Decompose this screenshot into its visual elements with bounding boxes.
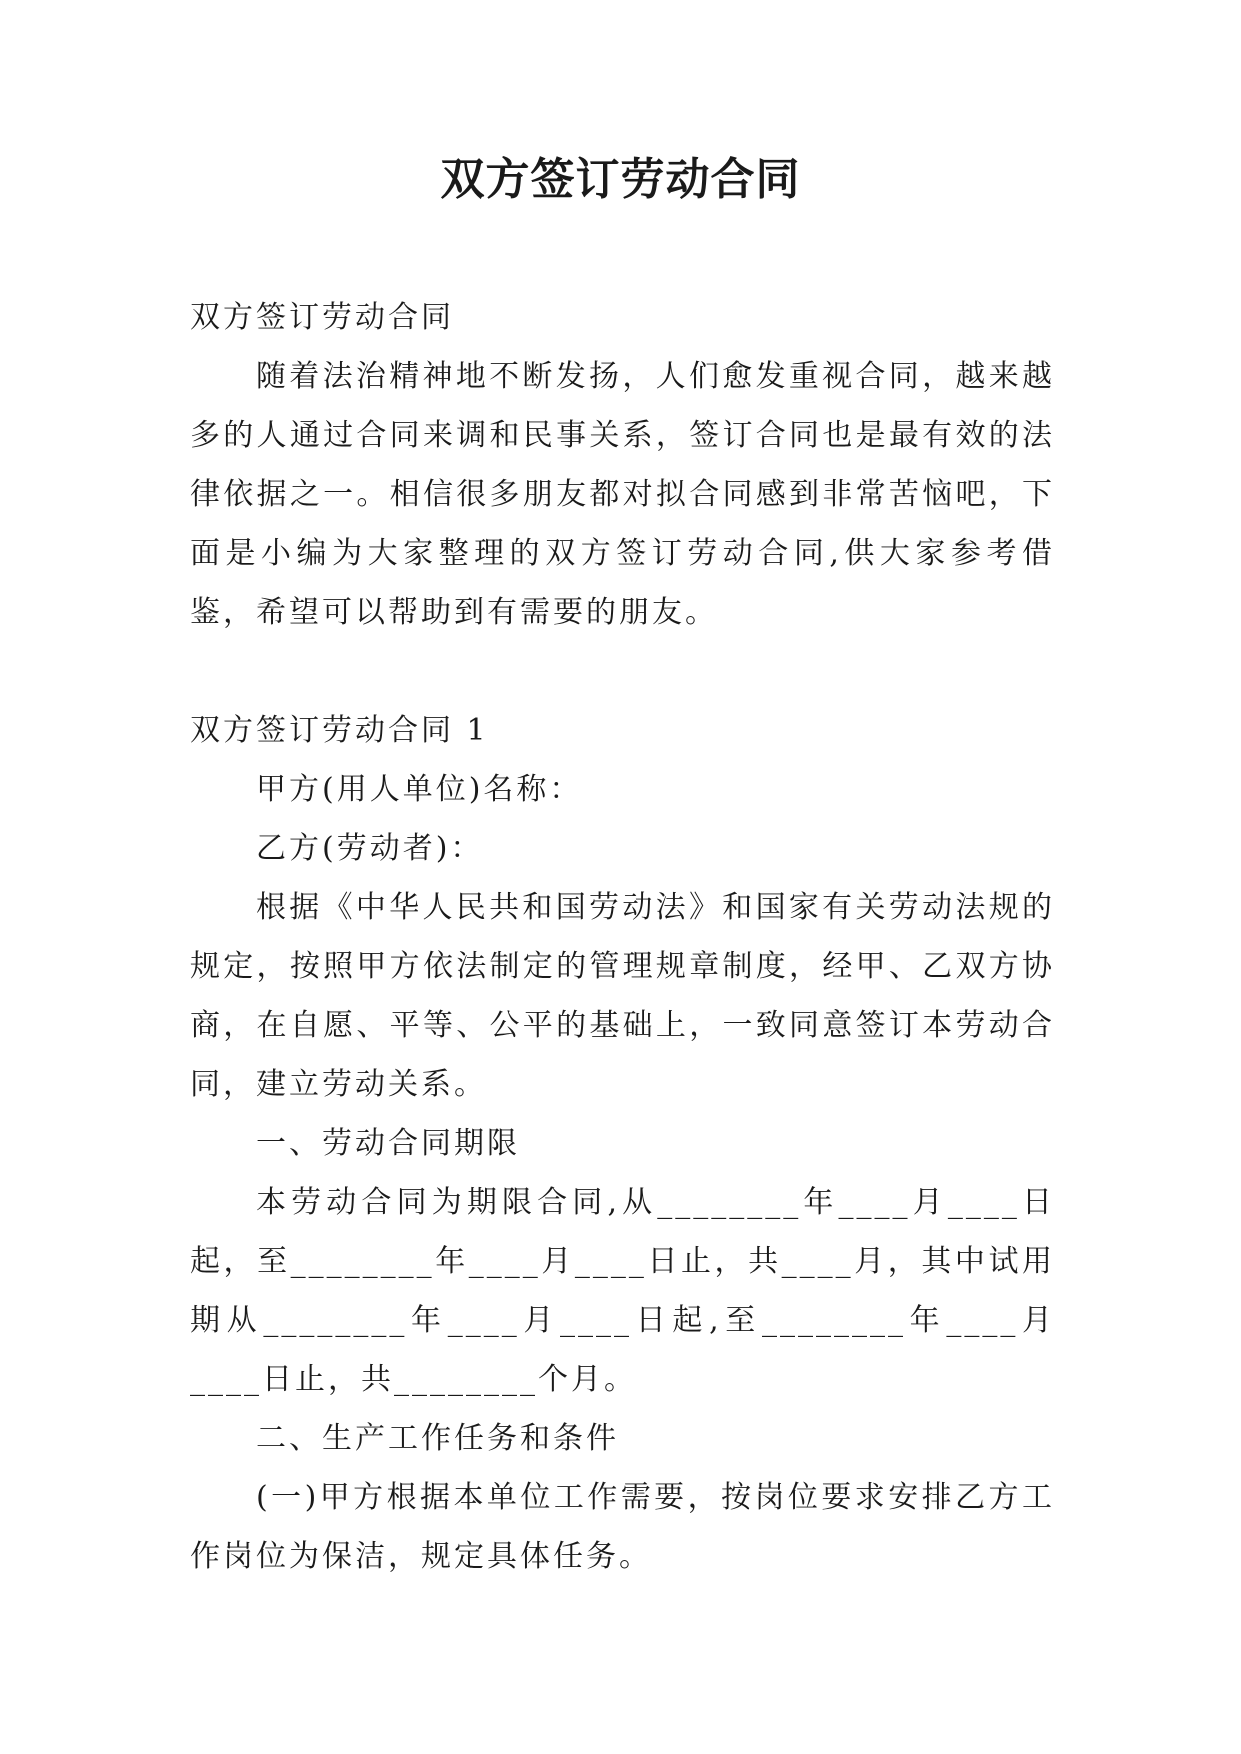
contract-heading: 双方签订劳动合同 1 bbox=[190, 713, 489, 748]
document-body bbox=[190, 288, 1055, 1586]
section-title-term: 一、劳动合同期限 bbox=[256, 1126, 520, 1161]
term-paragraph: 本劳动合同为期限合同,从________年____月____日起，至________年____月____日止，共____月，其中试用期从________年____月____日起,至________年____月____日止，共________个月。 bbox=[190, 1185, 1055, 1397]
section-title-tasks: 二、生产工作任务和条件 bbox=[256, 1421, 619, 1456]
document-title: 双方签订劳动合同 bbox=[440, 154, 801, 205]
preamble-paragraph: 根据《中华人民共和国劳动法》和国家有关劳动法规的规定，按照甲方依法制定的管理规章制度，经甲、乙双方协商，在自愿、平等、公平的基础上，一致同意签订本劳动合同，建立劳动关系。 bbox=[190, 890, 1055, 1102]
paragraph-gap bbox=[190, 642, 1055, 701]
document-subtitle: 双方签订劳动合同 bbox=[190, 300, 454, 335]
tasks-item-1: (一)甲方根据本单位工作需要，按岗位要求安排乙方工作岗位为保洁，规定具体任务。 bbox=[190, 1480, 1055, 1574]
party-a-line: 甲方(用人单位)名称： bbox=[256, 772, 583, 807]
intro-paragraph: 随着法治精神地不断发扬，人们愈发重视合同，越来越多的人通过合同来调和民事关系，签订合同也是最有效的法律依据之一。相信很多朋友都对拟合同感到非常苦恼吧，下面是小编为大家整理的双方签订劳动合同,供大家参考借鉴，希望可以帮助到有需要的朋友。 bbox=[190, 359, 1055, 630]
party-b-line: 乙方(劳动者)： bbox=[256, 831, 484, 866]
